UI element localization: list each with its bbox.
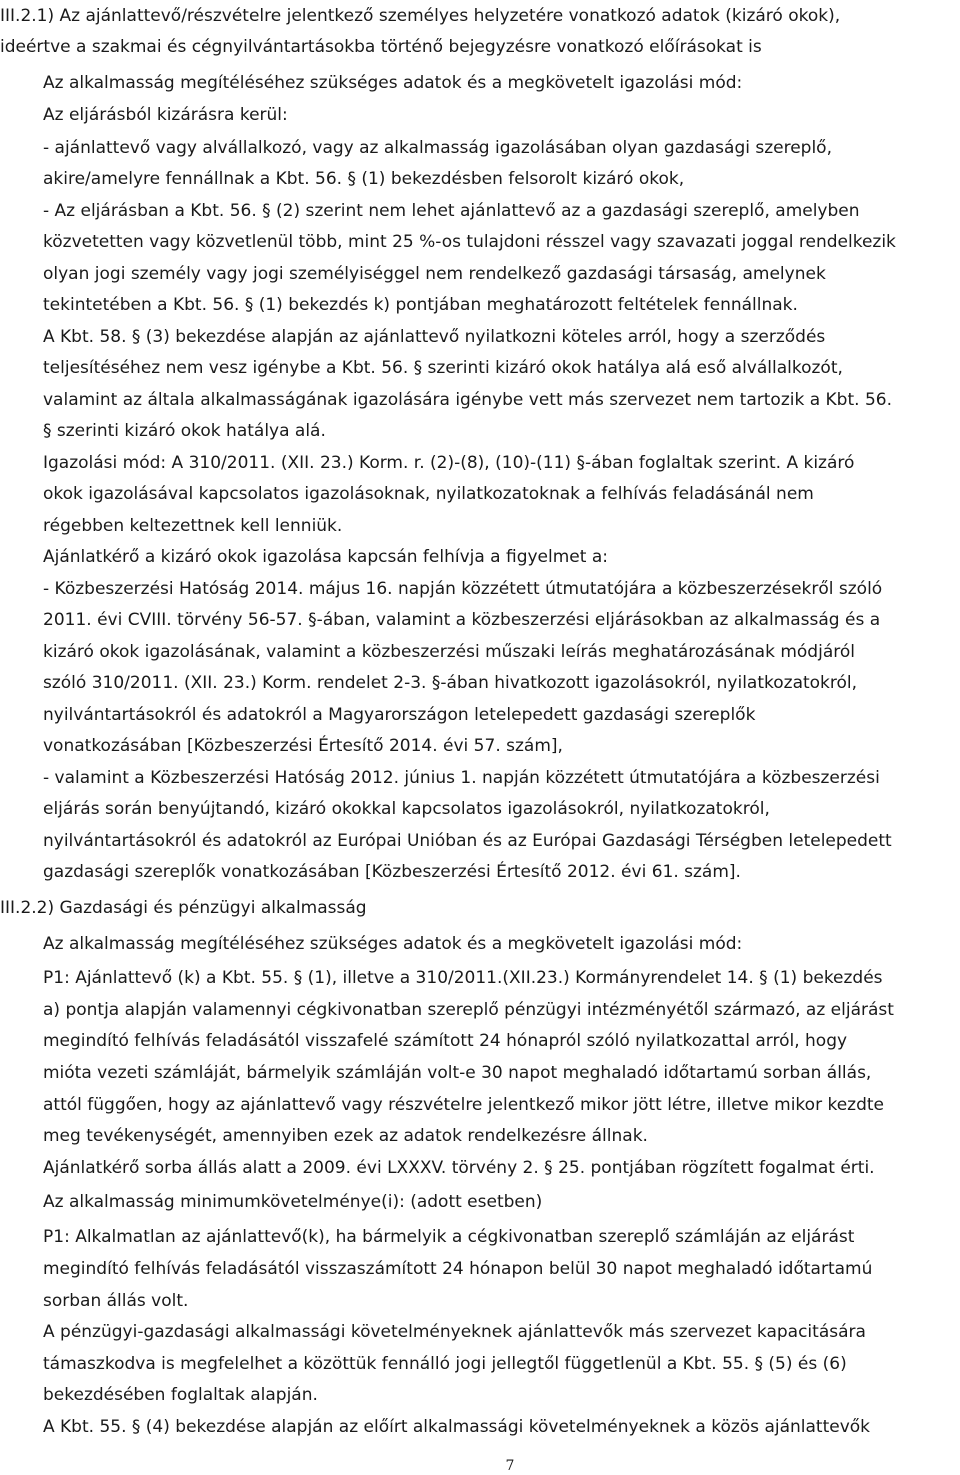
text-line: nyilvántartásokról és adatokról a Magyarországon letelepedett gazdasági szereplők — [43, 705, 756, 725]
text-line: § szerinti kizáró okok hatálya alá. — [43, 421, 326, 441]
text-line: mióta vezeti számláját, bármelyik számláján volt-e 30 napot meghaladó időtartamú sorban állás, — [43, 1063, 872, 1083]
text-line: sorban állás volt. — [43, 1291, 189, 1311]
text-line: bekezdésében foglaltak alapján. — [43, 1385, 318, 1405]
text-line: 2011. évi CVIII. törvény 56-57. §-ában, valamint a közbeszerzési eljárásokban az alkalmasság és a — [43, 610, 881, 630]
text-line: nyilvántartásokról és adatokról az Európai Unióban és az Európai Gazdasági Térségben letelepedett — [43, 831, 892, 851]
text-line: megindító felhívás feladásától visszaszámított 24 hónapon belül 30 napot meghaladó időtartamú — [43, 1259, 873, 1279]
text-line: A Kbt. 58. § (3) bekezdése alapján az ajánlattevő nyilatkozni köteles arról, hogy a szerződés — [43, 327, 826, 347]
text-line: Az eljárásból kizárásra kerül: — [43, 105, 288, 125]
text-line: - Az eljárásban a Kbt. 56. § (2) szerint nem lehet ajánlattevő az a gazdasági szereplő, amelyben — [43, 201, 860, 221]
text-line: - Közbeszerzési Hatóság 2014. május 16. napján közzétett útmutatójára a közbeszerzésekről szóló — [43, 579, 883, 599]
text-line: Ajánlatkérő sorba állás alatt a 2009. évi LXXXV. törvény 2. § 25. pontjában rögzített fogalmat érti. — [43, 1158, 875, 1178]
text-line: Az alkalmasság megítéléséhez szükséges adatok és a megkövetelt igazolási mód: — [43, 73, 743, 93]
text-line: Az alkalmasság minimumkövetelménye(i): (adott esetben) — [43, 1192, 543, 1212]
text-line: attól függően, hogy az ajánlattevő vagy részvételre jelentkező mikor jött létre, illetve mikor kezdte — [43, 1095, 885, 1115]
text-line: Az alkalmasság megítéléséhez szükséges adatok és a megkövetelt igazolási mód: — [43, 934, 743, 954]
page-number: 7 — [505, 1458, 515, 1474]
text-line: a) pontja alapján valamennyi cégkivonatban szereplő pénzügyi intézményétől származó, az eljárást — [43, 1000, 894, 1020]
text-line: eljárás során benyújtandó, kizáró okokkal kapcsolatos igazolásokról, nyilatkozatokról, — [43, 799, 770, 819]
text-line: A Kbt. 55. § (4) bekezdése alapján az előírt alkalmassági követelményeknek a közös ajánlattevők — [43, 1417, 871, 1437]
text-line: kizáró okok igazolásának, valamint a közbeszerzési műszaki leírás meghatározásának módjáról — [43, 642, 855, 662]
text-line: vonatkozásában [Közbeszerzési Értesítő 2014. évi 57. szám], — [43, 736, 563, 756]
text-line: szóló 310/2011. (XII. 23.) Korm. rendelet 2-3. §-ában hivatkozott igazolásokról, nyilatkozatokról, — [43, 673, 858, 693]
section-heading: III.2.2) Gazdasági és pénzügyi alkalmasság — [0, 898, 367, 918]
text-line: A pénzügyi-gazdasági alkalmassági követelményeknek ajánlattevők más szervezet kapacitására — [43, 1322, 866, 1342]
text-line: okok igazolásával kapcsolatos igazolásoknak, nyilatkozatoknak a felhívás feladásánál nem — [43, 484, 814, 504]
text-line: megindító felhívás feladásától visszafelé számított 24 hónapról szóló nyilatkozattal arról, hogy — [43, 1031, 848, 1051]
text-line: közvetetten vagy közvetlenül több, mint 25 %-os tulajdoni résszel vagy szavazati joggal rendelkezik — [43, 232, 896, 252]
text-line: P1: Ajánlattevő (k) a Kbt. 55. § (1), illetve a 310/2011.(XII.23.) Kormányrendelet 14. § (1) bekezdés — [43, 968, 883, 988]
text-line: - valamint a Közbeszerzési Hatóság 2012. június 1. napján közzétett útmutatójára a közbeszerzési — [43, 768, 880, 788]
text-line: támaszkodva is megfelelhet a közöttük fennálló jogi jellegtől függetlenül a Kbt. 55. § (5) és (6) — [43, 1354, 847, 1374]
text-line: tekintetében a Kbt. 56. § (1) bekezdés k) pontjában meghatározott feltételek fennállnak. — [43, 295, 798, 315]
text-line: Ajánlatkérő a kizáró okok igazolása kapcsán felhívja a figyelmet a: — [43, 547, 608, 567]
text-line: P1: Alkalmatlan az ajánlattevő(k), ha bármelyik a cégkivonatban szereplő számláján az eljárást — [43, 1227, 855, 1247]
text-line: Igazolási mód: A 310/2011. (XII. 23.) Korm. r. (2)-(8), (10)-(11) §-ában foglaltak szerint. A kizáró — [43, 453, 855, 473]
text-line: valamint az általa alkalmasságának igazolására igénybe vett más szervezet nem tartozik a Kbt. 56. — [43, 390, 892, 410]
section-heading-continued: ideértve a szakmai és cégnyilvántartásokba történő bejegyzésre vonatkozó előírásokat is — [0, 37, 762, 57]
text-line: gazdasági szereplők vonatkozásában [Közbeszerzési Értesítő 2012. évi 61. szám]. — [43, 862, 741, 882]
text-line: olyan jogi személy vagy jogi személyiséggel nem rendelkező gazdasági társaság, amelynek — [43, 264, 826, 284]
text-line: teljesítéséhez nem vesz igénybe a Kbt. 56. § szerinti kizáró okok hatálya alá eső alvállalkozót, — [43, 358, 843, 378]
text-line: meg tevékenységét, amennyiben ezek az adatok rendelkezésre állnak. — [43, 1126, 648, 1146]
text-line: régebben keltezettnek kell lenniük. — [43, 516, 343, 536]
section-heading: III.2.1) Az ajánlattevő/részvételre jelentkező személyes helyzetére vonatkozó adatok (kizáró okok), — [0, 6, 841, 26]
text-line: akire/amelyre fennállnak a Kbt. 56. § (1) bekezdésben felsorolt kizáró okok, — [43, 169, 685, 189]
text-line: - ajánlattevő vagy alvállalkozó, vagy az alkalmasság igazolásában olyan gazdasági szereplő, — [43, 138, 832, 158]
